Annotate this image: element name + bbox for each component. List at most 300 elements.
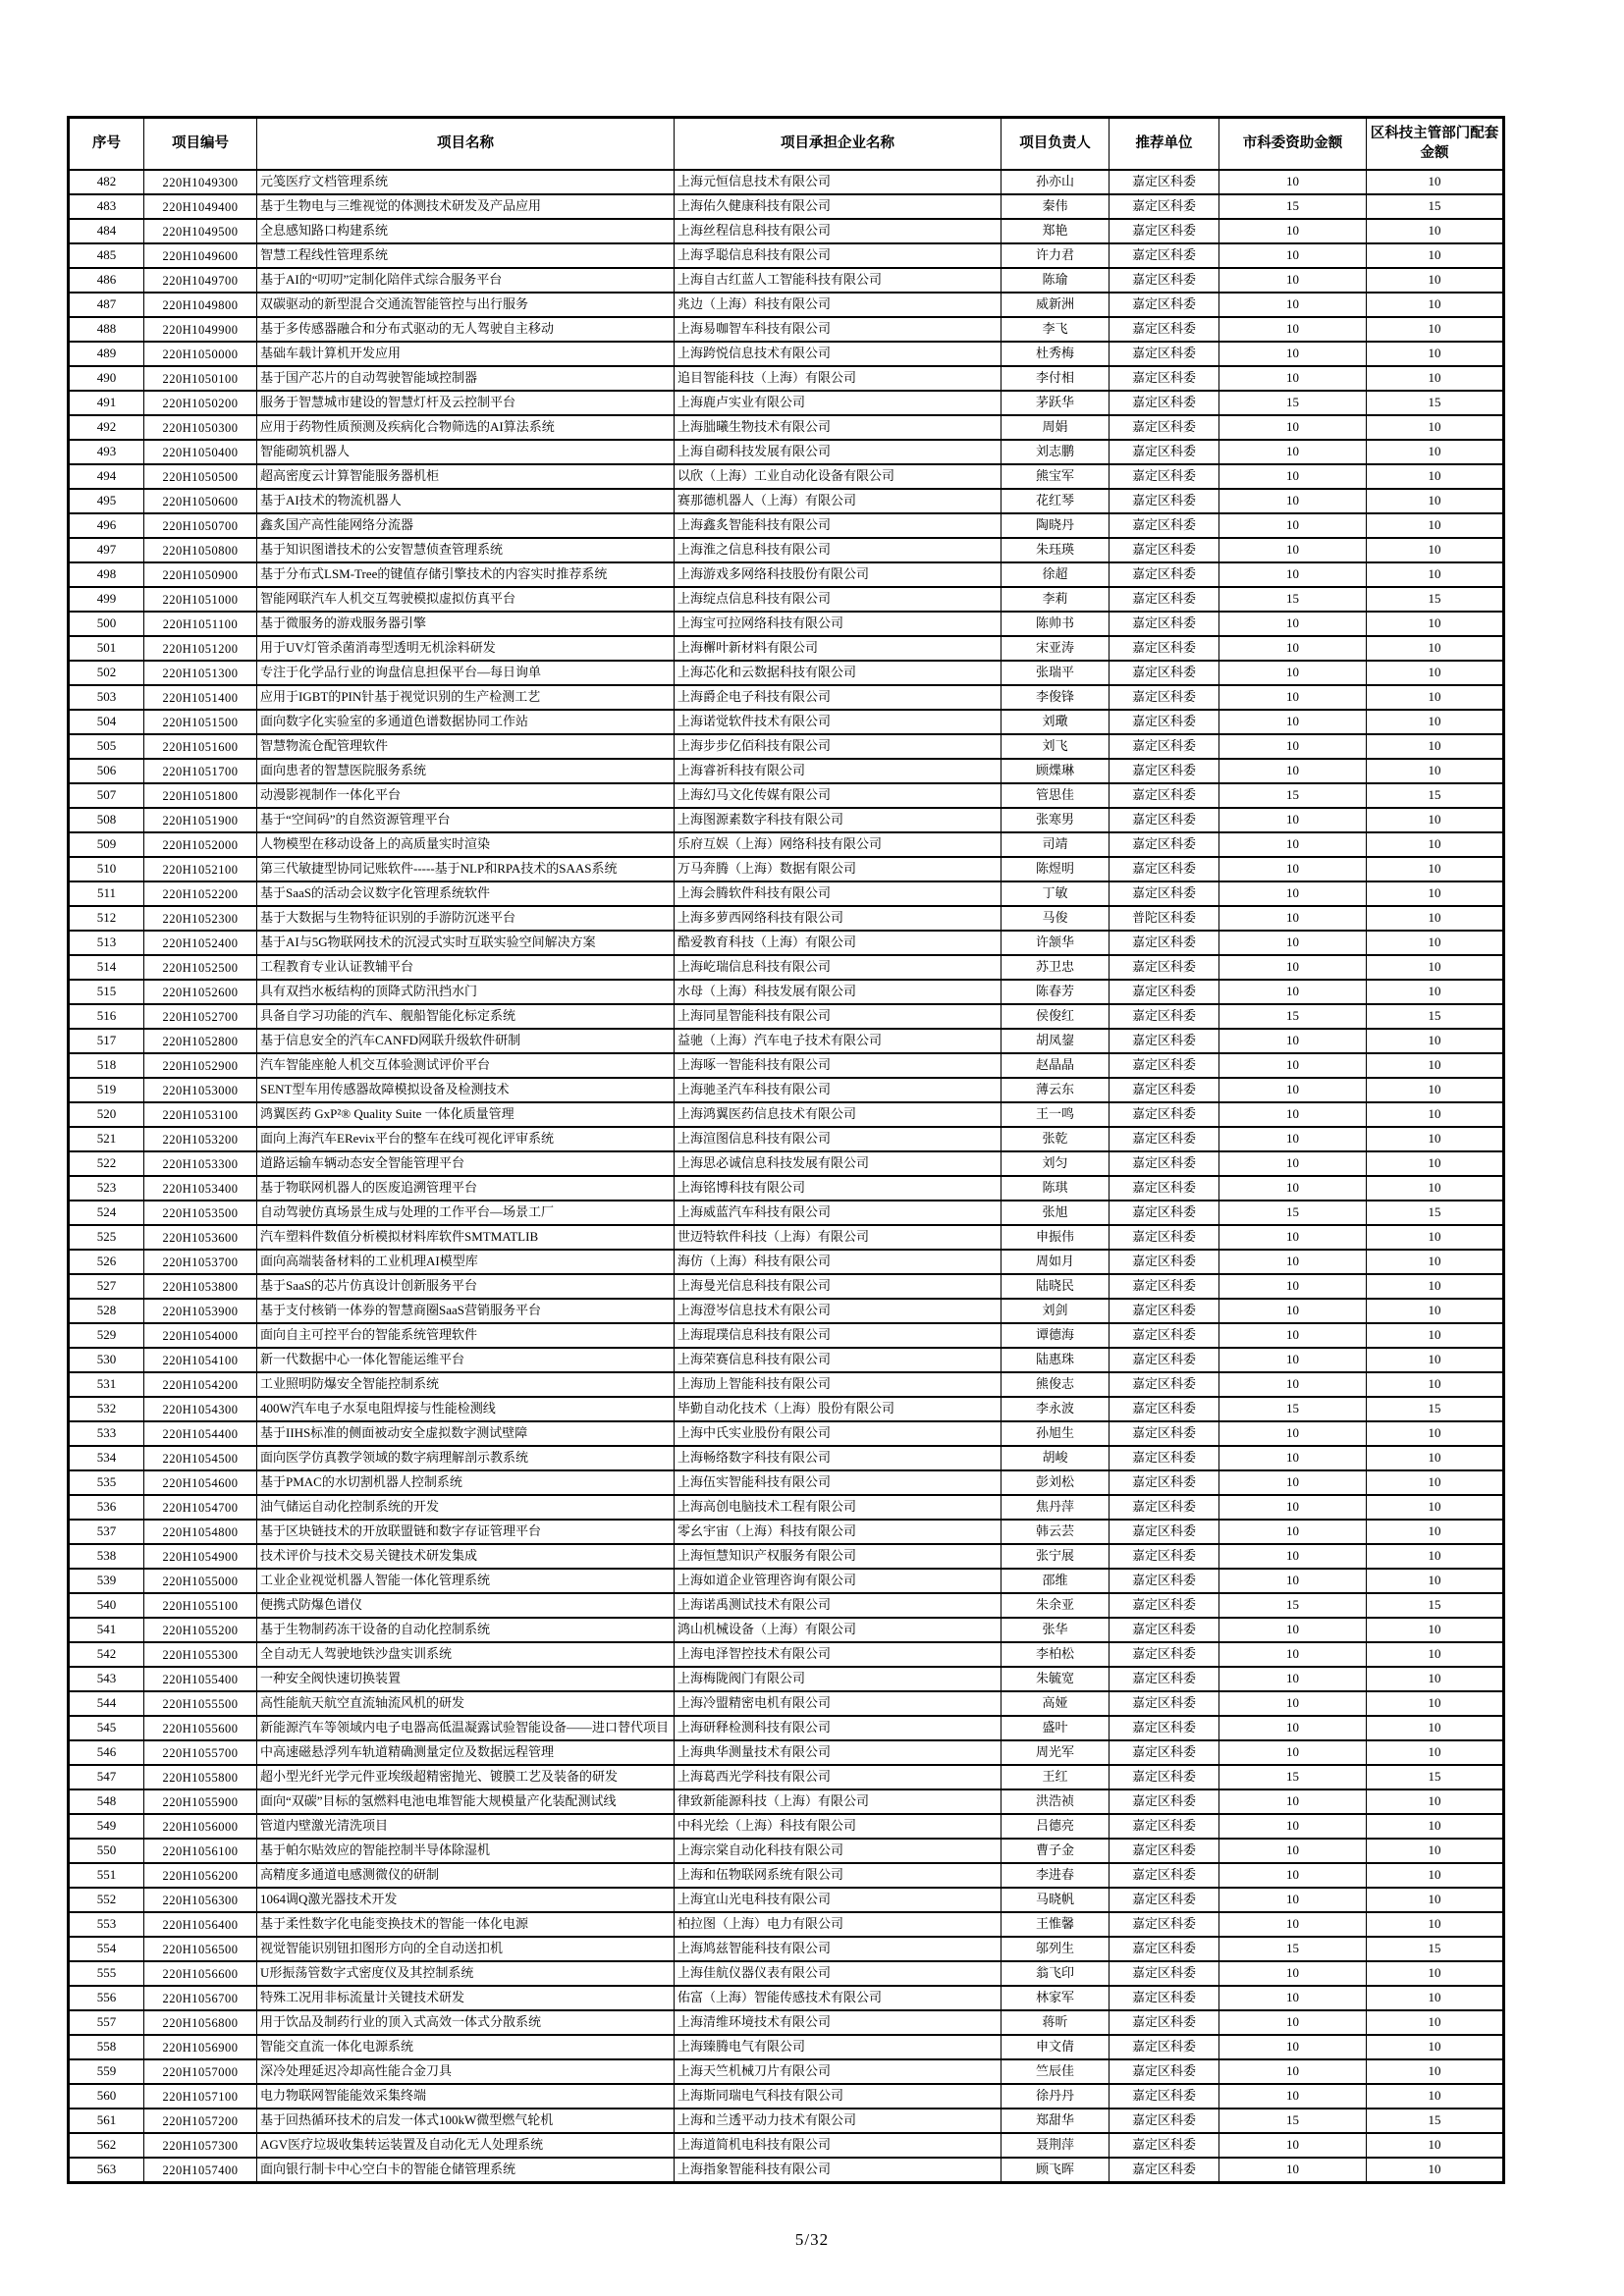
cell-project-name: 鑫炙国产高性能网络分流器: [257, 513, 675, 538]
cell-seq: 503: [69, 685, 144, 710]
cell-district-fund: 10: [1367, 2133, 1504, 2158]
cell-company: 上海诺觉软件技术有限公司: [675, 710, 1001, 734]
cell-city-fund: 15: [1219, 1593, 1367, 1618]
cell-city-fund: 10: [1219, 1569, 1367, 1593]
cell-code: 220H1056200: [144, 1863, 257, 1888]
cell-project-name: 汽车智能座舱人机交互体验测试评价平台: [257, 1053, 675, 1078]
cell-code: 220H1051800: [144, 783, 257, 808]
cell-city-fund: 10: [1219, 440, 1367, 464]
cell-company: 上海如道企业管理咨询有限公司: [675, 1569, 1001, 1593]
table-row: [69, 366, 1504, 391]
cell-recommender: 嘉定区科委: [1110, 1642, 1219, 1667]
cell-recommender: 嘉定区科委: [1110, 170, 1219, 194]
cell-leader: 顾煠琳: [1001, 759, 1110, 783]
cell-district-fund: 10: [1367, 1446, 1504, 1470]
cell-code: 220H1052300: [144, 906, 257, 931]
cell-company: 上海绽点信息科技有限公司: [675, 587, 1001, 612]
cell-recommender: 嘉定区科委: [1110, 1078, 1219, 1102]
cell-recommender: 嘉定区科委: [1110, 1102, 1219, 1127]
table-row: [69, 1323, 1504, 1348]
cell-city-fund: 10: [1219, 342, 1367, 366]
table-row: [69, 342, 1504, 366]
cell-leader: 李莉: [1001, 587, 1110, 612]
table-row: [69, 415, 1504, 440]
cell-recommender: 嘉定区科委: [1110, 1569, 1219, 1593]
cell-district-fund: 10: [1367, 1839, 1504, 1863]
cell-company: 上海琨璞信息科技有限公司: [675, 1323, 1001, 1348]
cell-recommender: 嘉定区科委: [1110, 734, 1219, 759]
cell-district-fund: 10: [1367, 538, 1504, 562]
cell-recommender: 嘉定区科委: [1110, 710, 1219, 734]
cell-city-fund: 10: [1219, 243, 1367, 268]
cell-seq: 563: [69, 2158, 144, 2183]
cell-city-fund: 10: [1219, 1299, 1367, 1323]
cell-city-fund: 10: [1219, 1716, 1367, 1740]
cell-seq: 535: [69, 1470, 144, 1495]
cell-district-fund: 10: [1367, 759, 1504, 783]
cell-seq: 556: [69, 1986, 144, 2010]
cell-recommender: 嘉定区科委: [1110, 1397, 1219, 1421]
cell-city-fund: 15: [1219, 587, 1367, 612]
cell-recommender: 嘉定区科委: [1110, 1691, 1219, 1716]
cell-district-fund: 10: [1367, 1740, 1504, 1765]
cell-code: 220H1054300: [144, 1397, 257, 1421]
table-row: [69, 489, 1504, 513]
cell-district-fund: 10: [1367, 243, 1504, 268]
table-row: [69, 1961, 1504, 1986]
cell-code: 220H1055100: [144, 1593, 257, 1618]
cell-code: 220H1049300: [144, 170, 257, 194]
cell-recommender: 嘉定区科委: [1110, 1446, 1219, 1470]
cell-recommender: 嘉定区科委: [1110, 1201, 1219, 1225]
cell-code: 220H1056100: [144, 1839, 257, 1863]
cell-recommender: 嘉定区科委: [1110, 931, 1219, 955]
cell-leader: 申文倩: [1001, 2035, 1110, 2059]
cell-code: 220H1049500: [144, 219, 257, 243]
cell-district-fund: 10: [1367, 2035, 1504, 2059]
cell-project-name: 基于微服务的游戏服务器引擎: [257, 612, 675, 636]
cell-seq: 541: [69, 1618, 144, 1642]
cell-city-fund: 10: [1219, 219, 1367, 243]
cell-leader: 赵晶晶: [1001, 1053, 1110, 1078]
cell-recommender: 嘉定区科委: [1110, 2158, 1219, 2183]
cell-recommender: 嘉定区科委: [1110, 1495, 1219, 1520]
cell-district-fund: 10: [1367, 342, 1504, 366]
cell-project-name: 智能交直流一体化电源系统: [257, 2035, 675, 2059]
cell-city-fund: 10: [1219, 1839, 1367, 1863]
table-row: [69, 1029, 1504, 1053]
cell-company: 上海步步亿佰科技有限公司: [675, 734, 1001, 759]
cell-project-name: 应用于药物性质预测及疾病化合物筛选的AI算法系统: [257, 415, 675, 440]
table-row: [69, 857, 1504, 881]
table-row: [69, 1667, 1504, 1691]
cell-code: 220H1052400: [144, 931, 257, 955]
col-header-code: 项目编号: [144, 118, 257, 171]
cell-code: 220H1052100: [144, 857, 257, 881]
cell-company: 毕勤自动化技术（上海）股份有限公司: [675, 1397, 1001, 1421]
cell-district-fund: 10: [1367, 2084, 1504, 2109]
cell-recommender: 嘉定区科委: [1110, 2059, 1219, 2084]
cell-recommender: 嘉定区科委: [1110, 1961, 1219, 1986]
cell-company: 上海朏曦生物技术有限公司: [675, 415, 1001, 440]
cell-code: 220H1051300: [144, 661, 257, 685]
cell-recommender: 嘉定区科委: [1110, 1372, 1219, 1397]
cell-city-fund: 10: [1219, 980, 1367, 1004]
cell-company: 上海葛西光学科技有限公司: [675, 1765, 1001, 1789]
cell-project-name: 基于“空间码”的自然资源管理平台: [257, 808, 675, 832]
cell-city-fund: 15: [1219, 194, 1367, 219]
cell-district-fund: 10: [1367, 906, 1504, 931]
cell-seq: 534: [69, 1446, 144, 1470]
cell-code: 220H1050900: [144, 562, 257, 587]
cell-leader: 张瑞平: [1001, 661, 1110, 685]
cell-company: 上海游戏多网络科技股份有限公司: [675, 562, 1001, 587]
cell-project-name: SENT型车用传感器故障模拟设备及检测技术: [257, 1078, 675, 1102]
cell-project-name: 基于支付核销一体券的智慧商圈SaaS营销服务平台: [257, 1299, 675, 1323]
cell-city-fund: 10: [1219, 1225, 1367, 1250]
cell-seq: 545: [69, 1716, 144, 1740]
cell-project-name: 双碳驱动的新型混合交通流智能管控与出行服务: [257, 293, 675, 317]
cell-seq: 549: [69, 1814, 144, 1839]
cell-seq: 521: [69, 1127, 144, 1151]
cell-project-name: 技术评价与技术交易关键技术研发集成: [257, 1544, 675, 1569]
cell-project-name: 管道内壁激光清洗项目: [257, 1814, 675, 1839]
cell-city-fund: 15: [1219, 1937, 1367, 1961]
col-header-seq: 序号: [69, 118, 144, 171]
table-row: [69, 1053, 1504, 1078]
cell-company: 兆边（上海）科技有限公司: [675, 293, 1001, 317]
cell-seq: 531: [69, 1372, 144, 1397]
cell-company: 上海淮之信息科技有限公司: [675, 538, 1001, 562]
cell-leader: 陈瑜: [1001, 268, 1110, 293]
cell-code: 220H1054700: [144, 1495, 257, 1520]
col-header-district-fund: 区科技主管部门配套金额: [1367, 118, 1504, 171]
cell-city-fund: 10: [1219, 1520, 1367, 1544]
cell-company: 上海恒慧知识产权服务有限公司: [675, 1544, 1001, 1569]
table-row: [69, 1912, 1504, 1937]
cell-company: 海仿（上海）科技有限公司: [675, 1250, 1001, 1274]
cell-company: 以欣（上海）工业自动化设备有限公司: [675, 464, 1001, 489]
cell-seq: 490: [69, 366, 144, 391]
cell-project-name: 用于饮品及制药行业的顶入式高效一体式分散系统: [257, 2010, 675, 2035]
table-row: [69, 1348, 1504, 1372]
cell-company: 上海威蓝汽车科技有限公司: [675, 1201, 1001, 1225]
col-header-project-name: 项目名称: [257, 118, 675, 171]
cell-company: 赛那德机器人（上海）有限公司: [675, 489, 1001, 513]
cell-code: 220H1053500: [144, 1201, 257, 1225]
cell-code: 220H1052000: [144, 832, 257, 857]
cell-project-name: 鸿翼医药 GxP²® Quality Suite 一体化质量管理: [257, 1102, 675, 1127]
cell-seq: 506: [69, 759, 144, 783]
cell-district-fund: 10: [1367, 366, 1504, 391]
cell-project-name: 基于IIHS标准的侧面被动安全虚拟数字测试壁障: [257, 1421, 675, 1446]
header-row: [69, 118, 1504, 171]
cell-seq: 524: [69, 1201, 144, 1225]
cell-code: 220H1056000: [144, 1814, 257, 1839]
cell-recommender: 嘉定区科委: [1110, 783, 1219, 808]
cell-seq: 526: [69, 1250, 144, 1274]
cell-city-fund: 10: [1219, 881, 1367, 906]
cell-city-fund: 10: [1219, 1544, 1367, 1569]
cell-project-name: 汽车塑料件数值分析模拟材料库软件SMTMATLIB: [257, 1225, 675, 1250]
cell-leader: 陆晓民: [1001, 1274, 1110, 1299]
cell-district-fund: 15: [1367, 2109, 1504, 2133]
cell-company: 上海中氏实业股份有限公司: [675, 1421, 1001, 1446]
cell-seq: 493: [69, 440, 144, 464]
col-header-leader: 项目负责人: [1001, 118, 1110, 171]
cell-district-fund: 10: [1367, 1691, 1504, 1716]
cell-recommender: 嘉定区科委: [1110, 1888, 1219, 1912]
cell-district-fund: 15: [1367, 587, 1504, 612]
cell-code: 220H1055400: [144, 1667, 257, 1691]
cell-district-fund: 15: [1367, 1593, 1504, 1618]
cell-district-fund: 10: [1367, 1323, 1504, 1348]
cell-project-name: 基于生物电与三维视觉的体测技术研发及产品应用: [257, 194, 675, 219]
cell-recommender: 嘉定区科委: [1110, 538, 1219, 562]
cell-seq: 512: [69, 906, 144, 931]
cell-company: 上海芯化和云数据科技有限公司: [675, 661, 1001, 685]
cell-district-fund: 10: [1367, 1642, 1504, 1667]
cell-city-fund: 10: [1219, 1127, 1367, 1151]
cell-city-fund: 10: [1219, 317, 1367, 342]
cell-seq: 527: [69, 1274, 144, 1299]
cell-leader: 曹子金: [1001, 1839, 1110, 1863]
cell-code: 220H1052900: [144, 1053, 257, 1078]
cell-city-fund: 10: [1219, 268, 1367, 293]
table-row: [69, 1716, 1504, 1740]
cell-recommender: 嘉定区科委: [1110, 243, 1219, 268]
cell-leader: 茅跃华: [1001, 391, 1110, 415]
cell-recommender: 嘉定区科委: [1110, 1716, 1219, 1740]
cell-company: 上海和兰透平动力技术有限公司: [675, 2109, 1001, 2133]
cell-recommender: 嘉定区科委: [1110, 562, 1219, 587]
table-row: [69, 1740, 1504, 1765]
cell-company: 佑富（上海）智能传感技术有限公司: [675, 1986, 1001, 2010]
cell-city-fund: 10: [1219, 1470, 1367, 1495]
cell-leader: 熊宝军: [1001, 464, 1110, 489]
cell-leader: 郑甜华: [1001, 2109, 1110, 2133]
table-row: [69, 1618, 1504, 1642]
cell-district-fund: 10: [1367, 2010, 1504, 2035]
cell-project-name: 基于AI与5G物联网技术的沉浸式实时互联实验空间解决方案: [257, 931, 675, 955]
cell-city-fund: 10: [1219, 931, 1367, 955]
table-row: [69, 832, 1504, 857]
cell-project-name: 便携式防爆色谱仪: [257, 1593, 675, 1618]
cell-district-fund: 10: [1367, 1520, 1504, 1544]
cell-leader: 彭刘松: [1001, 1470, 1110, 1495]
cell-leader: 陈琪: [1001, 1176, 1110, 1201]
cell-district-fund: 10: [1367, 170, 1504, 194]
cell-code: 220H1054800: [144, 1520, 257, 1544]
cell-project-name: 基于知识图谱技术的公安智慧侦查管理系统: [257, 538, 675, 562]
cell-district-fund: 10: [1367, 1421, 1504, 1446]
cell-recommender: 嘉定区科委: [1110, 219, 1219, 243]
cell-recommender: 嘉定区科委: [1110, 513, 1219, 538]
cell-leader: 申振伟: [1001, 1225, 1110, 1250]
cell-code: 220H1054100: [144, 1348, 257, 1372]
cell-code: 220H1050100: [144, 366, 257, 391]
cell-district-fund: 10: [1367, 1176, 1504, 1201]
cell-recommender: 嘉定区科委: [1110, 1151, 1219, 1176]
cell-leader: 陆惠珠: [1001, 1348, 1110, 1372]
cell-project-name: 新一代数据中心一体化智能运维平台: [257, 1348, 675, 1372]
cell-recommender: 嘉定区科委: [1110, 636, 1219, 661]
cell-city-fund: 10: [1219, 2010, 1367, 2035]
cell-code: 220H1052800: [144, 1029, 257, 1053]
cell-company: 上海孚聪信息科技有限公司: [675, 243, 1001, 268]
cell-recommender: 嘉定区科委: [1110, 464, 1219, 489]
cell-project-name: 服务于智慧城市建设的智慧灯杆及云控制平台: [257, 391, 675, 415]
cell-city-fund: 10: [1219, 1667, 1367, 1691]
cell-recommender: 普陀区科委: [1110, 906, 1219, 931]
cell-seq: 484: [69, 219, 144, 243]
cell-code: 220H1056800: [144, 2010, 257, 2035]
cell-district-fund: 10: [1367, 1912, 1504, 1937]
cell-recommender: 嘉定区科委: [1110, 1863, 1219, 1888]
cell-project-name: 中高速磁悬浮列车轨道精确测量定位及数据远程管理: [257, 1740, 675, 1765]
cell-code: 220H1051900: [144, 808, 257, 832]
cell-leader: 李永波: [1001, 1397, 1110, 1421]
cell-project-name: 工业企业视觉机器人智能一体化管理系统: [257, 1569, 675, 1593]
cell-city-fund: 10: [1219, 1176, 1367, 1201]
cell-district-fund: 10: [1367, 1961, 1504, 1986]
cell-city-fund: 15: [1219, 391, 1367, 415]
cell-seq: 546: [69, 1740, 144, 1765]
cell-city-fund: 10: [1219, 685, 1367, 710]
cell-leader: 洪浩祯: [1001, 1789, 1110, 1814]
cell-recommender: 嘉定区科委: [1110, 1250, 1219, 1274]
cell-seq: 514: [69, 955, 144, 980]
cell-seq: 557: [69, 2010, 144, 2035]
cell-city-fund: 10: [1219, 1421, 1367, 1446]
cell-leader: 胡凤鋆: [1001, 1029, 1110, 1053]
cell-project-name: 道路运输车辆动态安全智能管理平台: [257, 1151, 675, 1176]
cell-code: 220H1056300: [144, 1888, 257, 1912]
cell-leader: 丁敏: [1001, 881, 1110, 906]
table-row: [69, 734, 1504, 759]
cell-seq: 507: [69, 783, 144, 808]
cell-company: 上海劢上智能科技有限公司: [675, 1372, 1001, 1397]
cell-seq: 542: [69, 1642, 144, 1667]
cell-seq: 486: [69, 268, 144, 293]
cell-leader: 李俊锋: [1001, 685, 1110, 710]
cell-leader: 盛叶: [1001, 1716, 1110, 1740]
cell-project-name: 专注于化学品行业的询盘信息担保平台—每日询单: [257, 661, 675, 685]
cell-recommender: 嘉定区科委: [1110, 1053, 1219, 1078]
cell-recommender: 嘉定区科委: [1110, 1814, 1219, 1839]
cell-project-name: 基于大数据与生物特征识别的手游防沉迷平台: [257, 906, 675, 931]
cell-district-fund: 10: [1367, 881, 1504, 906]
cell-code: 220H1049700: [144, 268, 257, 293]
cell-district-fund: 10: [1367, 1470, 1504, 1495]
table-row: [69, 1986, 1504, 2010]
cell-district-fund: 10: [1367, 415, 1504, 440]
cell-seq: 510: [69, 857, 144, 881]
cell-recommender: 嘉定区科委: [1110, 268, 1219, 293]
cell-city-fund: 10: [1219, 1642, 1367, 1667]
cell-district-fund: 10: [1367, 1863, 1504, 1888]
cell-company: 上海荣赛信息科技有限公司: [675, 1348, 1001, 1372]
cell-seq: 501: [69, 636, 144, 661]
table-row: [69, 2109, 1504, 2133]
cell-recommender: 嘉定区科委: [1110, 1765, 1219, 1789]
cell-code: 220H1057200: [144, 2109, 257, 2133]
cell-city-fund: 15: [1219, 783, 1367, 808]
cell-code: 220H1054400: [144, 1421, 257, 1446]
cell-recommender: 嘉定区科委: [1110, 759, 1219, 783]
cell-leader: 孙亦山: [1001, 170, 1110, 194]
cell-seq: 518: [69, 1053, 144, 1078]
table-row: [69, 1569, 1504, 1593]
cell-project-name: 智慧工程线性管理系统: [257, 243, 675, 268]
cell-district-fund: 10: [1367, 1029, 1504, 1053]
cell-project-name: 动漫影视制作一体化平台: [257, 783, 675, 808]
cell-district-fund: 10: [1367, 857, 1504, 881]
cell-leader: 侯俊红: [1001, 1004, 1110, 1029]
cell-leader: 李柏松: [1001, 1642, 1110, 1667]
table-row: [69, 293, 1504, 317]
cell-city-fund: 10: [1219, 759, 1367, 783]
cell-city-fund: 10: [1219, 1029, 1367, 1053]
cell-leader: 熊俊志: [1001, 1372, 1110, 1397]
cell-seq: 558: [69, 2035, 144, 2059]
cell-leader: 李付相: [1001, 366, 1110, 391]
cell-seq: 505: [69, 734, 144, 759]
cell-city-fund: 10: [1219, 1372, 1367, 1397]
cell-code: 220H1053100: [144, 1102, 257, 1127]
cell-city-fund: 10: [1219, 1348, 1367, 1372]
cell-code: 220H1053000: [144, 1078, 257, 1102]
cell-city-fund: 10: [1219, 513, 1367, 538]
cell-code: 220H1055000: [144, 1569, 257, 1593]
cell-district-fund: 15: [1367, 1397, 1504, 1421]
cell-city-fund: 10: [1219, 1888, 1367, 1912]
cell-project-name: 高精度多通道电感测微仪的研制: [257, 1863, 675, 1888]
cell-leader: 张寒男: [1001, 808, 1110, 832]
cell-project-name: 基于生物制药冻干设备的自动化控制系统: [257, 1618, 675, 1642]
cell-recommender: 嘉定区科委: [1110, 612, 1219, 636]
cell-district-fund: 10: [1367, 931, 1504, 955]
table-row: [69, 2084, 1504, 2109]
cell-seq: 551: [69, 1863, 144, 1888]
cell-recommender: 嘉定区科委: [1110, 1299, 1219, 1323]
cell-seq: 538: [69, 1544, 144, 1569]
cell-company: 上海佑久健康科技有限公司: [675, 194, 1001, 219]
cell-company: 上海天竺机械刀片有限公司: [675, 2059, 1001, 2084]
cell-code: 220H1053400: [144, 1176, 257, 1201]
cell-city-fund: 10: [1219, 2158, 1367, 2183]
cell-code: 220H1054000: [144, 1323, 257, 1348]
table-row: [69, 440, 1504, 464]
cell-company: 上海多萝西网络科技有限公司: [675, 906, 1001, 931]
cell-recommender: 嘉定区科委: [1110, 980, 1219, 1004]
cell-district-fund: 10: [1367, 685, 1504, 710]
cell-company: 上海冷盟精密电机有限公司: [675, 1691, 1001, 1716]
cell-recommender: 嘉定区科委: [1110, 587, 1219, 612]
cell-code: 220H1049600: [144, 243, 257, 268]
col-header-company: 项目承担企业名称: [675, 118, 1001, 171]
cell-company: 上海典华测量技术有限公司: [675, 1740, 1001, 1765]
cell-company: 上海指象智能科技有限公司: [675, 2158, 1001, 2183]
table-row: [69, 612, 1504, 636]
cell-company: 上海宜山光电科技有限公司: [675, 1888, 1001, 1912]
table-row: [69, 2035, 1504, 2059]
cell-project-name: 400W汽车电子水泵电阻焊接与性能检测线: [257, 1397, 675, 1421]
cell-leader: 谭德海: [1001, 1323, 1110, 1348]
cell-project-name: 面向银行制卡中心空白卡的智能仓储管理系统: [257, 2158, 675, 2183]
cell-leader: 朱余亚: [1001, 1593, 1110, 1618]
cell-leader: 顾飞晖: [1001, 2158, 1110, 2183]
